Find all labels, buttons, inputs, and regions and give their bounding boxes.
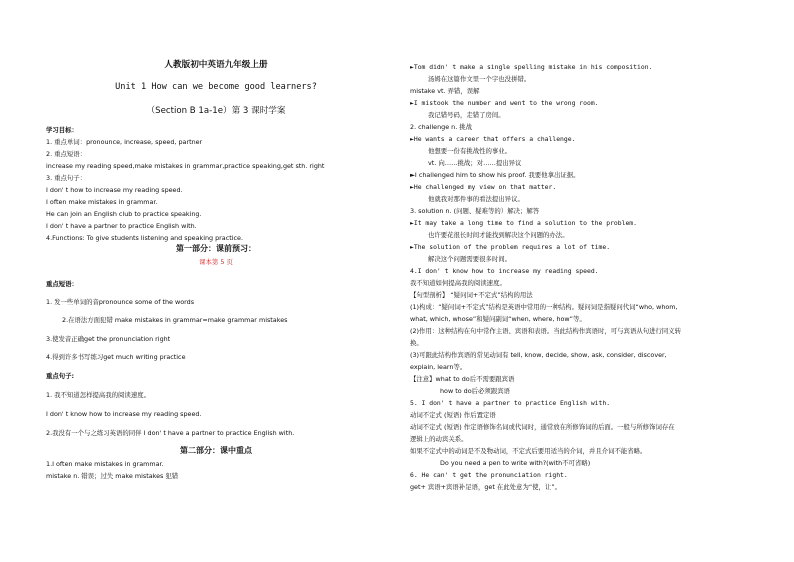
sentences-heading: 重点句子:: [46, 372, 75, 380]
example-sentence: Do you need a pen to write with?(with不可省略): [440, 459, 591, 467]
note-line: 【注意】what to do后不需要跟宾语: [410, 375, 515, 383]
goal-words: 1. 重点单词：pronounce, increase, speed, partner: [46, 138, 203, 146]
phrases-heading: 重点短语：: [46, 280, 78, 288]
example-translation: 我记错号码，走错了房间。: [428, 111, 505, 119]
example-translation: 汤姆在这篇作文里一个字也没拼错。: [428, 75, 531, 83]
grammar-line: (1)构成：“疑问词+不定式”结构是英语中常用的一种结构。疑问词是指疑问代词“who, whom,: [410, 303, 678, 311]
goal-phrases: increase my reading speed,make mistakes in grammar,practice speaking,get sth. right: [46, 162, 325, 170]
example-sentence: ►I challenged him to show his proof. 我要他拿出证据。: [410, 171, 580, 179]
phrase-item: 3.使发音正确get the pronunciation right: [46, 335, 171, 343]
goals-heading: 学习目标：: [46, 126, 78, 134]
example-sentence: ►He wants a career that offers a challenge.: [410, 135, 576, 143]
example-sentence: ►It may take a long time to find a solution to the problem.: [410, 219, 638, 227]
key-sentence: 5. I don' t have a partner to practice English with.: [410, 399, 611, 407]
part1-page-ref: 课本第 5 页: [199, 258, 233, 266]
goal-sentence: I don' t how to increase my reading speed.: [46, 186, 183, 194]
example-sentence: ►He challenged my view on that matter.: [410, 183, 557, 191]
vocab-line: 2. challenge n. 挑战: [410, 123, 473, 131]
sentence-item: 2.我没有一个与之练习英语的同伴 I don' t have a partner to practice English with.: [46, 429, 295, 437]
goal-sentence: I don' t have a partner to practice English with.: [46, 222, 197, 230]
example-sentence: ►I mistook the number and went to the wrong room.: [410, 99, 599, 107]
example-translation: 他就我对那件事的看法提出异议。: [428, 195, 524, 203]
phrase-item: 1. 发一些单词的音pronounce some of the words: [46, 298, 195, 306]
sentence-item-en: I don' t know how to increase my reading speed.: [46, 410, 202, 418]
goal-phrases-heading: 2. 重点短语：: [46, 150, 87, 158]
example-sentence: ►Tom didn' t make a single spelling mistake in his composition.: [410, 63, 653, 71]
vocab-line: vt. 向……挑战；对……提出异议: [428, 159, 522, 167]
note-line: how to do后必须跟宾语: [440, 387, 510, 395]
key-sentence: 4.I don' t know how to increase my reading speed.: [410, 267, 599, 275]
goal-sentences-heading: 3. 重点句子：: [46, 174, 87, 182]
grammar-line: 如果不定式中的动词是不及物动词，不定式后要用适当的介词，并且介词不能省略。: [410, 447, 647, 455]
unit-title: Unit 1 How can we become good learners?: [115, 82, 317, 92]
part1-heading: 第一部分：课前预习：: [176, 244, 256, 253]
goal-functions: 4.Functions: To give students listening and speaking practice.: [46, 234, 243, 242]
section-title: （Section B 1a-1e）第 3 课时学案: [146, 106, 286, 116]
sentence-item: 1. 我不知道怎样提高我的阅读速度。: [46, 391, 150, 399]
grammar-line: 逻辑上的动宾关系。: [410, 435, 468, 443]
grammar-line: what, which, whose”和疑问副词“when, where, how”等。: [410, 315, 586, 323]
goal-sentence: He can join an English club to practice speaking.: [46, 210, 202, 218]
grammar-line: get+ 宾语+宾语补足语，get 在此处意为“使，让”。: [410, 483, 562, 491]
phrase-item: 4.得到许多书写练习get much writing practice: [46, 353, 186, 361]
grammar-line: (2)作用：这种结构在句中常作主语、宾语和表语。当此结构作宾语时，可与宾语从句进行同义转: [410, 327, 682, 335]
book-title: 人教版初中英语九年级上册: [164, 60, 268, 70]
grammar-line: 换。: [410, 339, 423, 347]
vocab-line: mistake vt. 弄错，误解: [410, 87, 480, 95]
key-sentence-translation: 我不知道如何提高我的阅读速度。: [410, 279, 506, 287]
key-point: 1.I often make mistakes in grammar.: [46, 460, 164, 468]
example-sentence: ►The solution of the problem requires a lot of time.: [410, 243, 611, 251]
example-translation: 也许要花很长时间才能找到解决这个问题的办法。: [428, 231, 569, 239]
key-sentence: 6. He can' t get the pronunciation right.: [410, 471, 568, 479]
example-translation: 他想要一份有挑战性的事业。: [428, 147, 512, 155]
grammar-heading: 【句型剖析】 “疑问词+不定式”结构的用法: [410, 291, 533, 299]
grammar-line: explain, learn等。: [410, 363, 467, 371]
vocab-line: 3. solution n. (问题、疑难等的）解决；解答: [410, 207, 540, 215]
grammar-line: (3)可跟此结构作宾语的常见动词有 tell, know, decide, show, ask, consider, discover,: [410, 351, 667, 359]
grammar-line: 动词不定式 (短语) 作后置定语: [410, 411, 496, 419]
example-translation: 解决这个问题需要很多时间。: [428, 255, 512, 263]
phrase-item: 2.在语法方面犯错 make mistakes in grammar=make grammar mistakes: [62, 316, 288, 324]
key-point-note: mistake n. 错误；过失 make mistakes 犯错: [46, 472, 179, 480]
part2-heading: 第二部分：课中重点: [180, 446, 252, 455]
goal-sentence: I often make mistakes in grammar.: [46, 198, 158, 206]
grammar-line: 动词不定式 (短语) 作定语修饰名词或代词时，通常放在所修饰词的后面。一般与所修饰词存在: [410, 423, 675, 431]
